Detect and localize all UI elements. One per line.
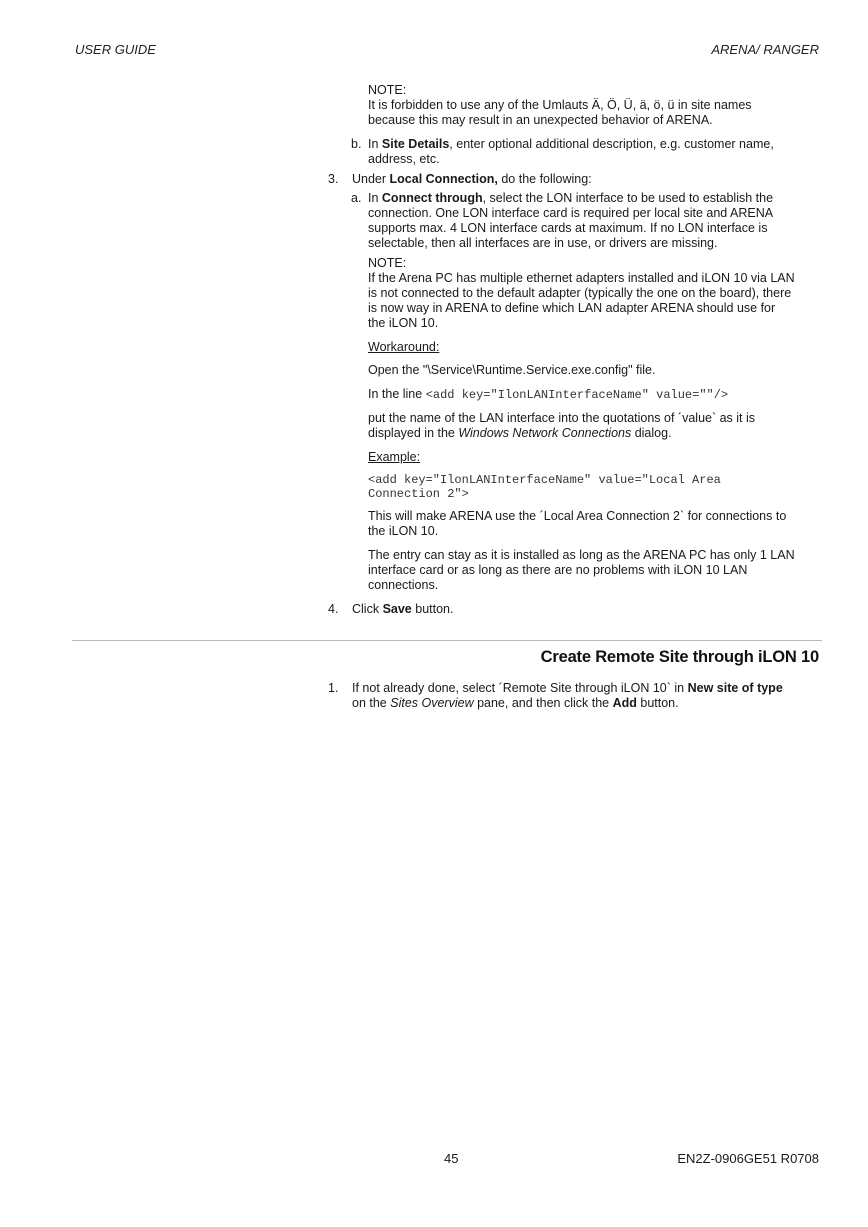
header-left: USER GUIDE bbox=[75, 42, 156, 57]
text: Click bbox=[352, 602, 383, 616]
workaround-put-text bbox=[368, 411, 820, 441]
step-marker: b. bbox=[351, 137, 362, 151]
text: , enter optional additional description, e.g. customer name, bbox=[449, 137, 774, 151]
step-site-details bbox=[368, 137, 820, 167]
text-line: connection. One LON interface card is required per local site and ARENA bbox=[368, 206, 774, 220]
code-snippet: <add key="IlonLANInterfaceName" value=""/> bbox=[425, 388, 729, 402]
workaround-in-line bbox=[368, 387, 820, 403]
step-number: 1. bbox=[328, 681, 339, 695]
text-line: the iLON 10. bbox=[368, 524, 439, 538]
text-line: put the name of the LAN interface into the quotations of ´value` as it is bbox=[368, 411, 756, 425]
page-number: 45 bbox=[444, 1151, 459, 1166]
text: pane, and then click the bbox=[473, 696, 613, 710]
text-line: connections. bbox=[368, 578, 439, 592]
step-local-connection bbox=[352, 172, 820, 187]
text: do the following: bbox=[497, 172, 592, 186]
text: In bbox=[368, 137, 382, 151]
step-connect-through bbox=[368, 191, 820, 251]
text-line: supports max. 4 LON interface cards at maximum. If no LON interface is bbox=[368, 221, 768, 235]
step-select-remote-site bbox=[352, 681, 820, 711]
text-line: address, etc. bbox=[368, 152, 440, 166]
text: button. bbox=[636, 696, 679, 710]
example-code bbox=[368, 473, 820, 501]
note-label: NOTE: bbox=[368, 83, 407, 97]
header-right: ARENA/ RANGER bbox=[711, 42, 819, 57]
code-line: Connection 2"> bbox=[368, 487, 469, 501]
example-result-text bbox=[368, 509, 820, 539]
section-divider bbox=[72, 640, 822, 641]
note-text-line: is now way in ARENA to define which LAN adapter ARENA should use for bbox=[368, 301, 776, 315]
bold-term: New site of type bbox=[687, 681, 783, 695]
bold-term: Site Details bbox=[381, 137, 450, 151]
italic-term: Windows Network Connections bbox=[458, 426, 632, 440]
workaround-open-line: Open the "\Service\Runtime.Service.exe.config" file. bbox=[368, 363, 656, 377]
bold-term: Local Connection, bbox=[389, 172, 498, 186]
text: Under bbox=[352, 172, 390, 186]
example-heading: Example: bbox=[368, 450, 421, 464]
note-text-line: the iLON 10. bbox=[368, 316, 439, 330]
bold-term: Add bbox=[612, 696, 637, 710]
note-text-line: because this may result in an unexpected behavior of ARENA. bbox=[368, 113, 713, 127]
text: on the bbox=[352, 696, 391, 710]
note-label: NOTE: bbox=[368, 256, 407, 270]
text: In the line bbox=[368, 387, 426, 401]
note-umlauts bbox=[368, 83, 820, 128]
italic-term: Sites Overview bbox=[390, 696, 474, 710]
step-number: 4. bbox=[328, 602, 339, 616]
text: If not already done, select ´Remote Site through iLON 10` in bbox=[352, 681, 688, 695]
note-text-line: It is forbidden to use any of the Umlauts Ä, Ö, Ü, ä, ö, ü in site names bbox=[368, 98, 752, 112]
section-title: Create Remote Site through iLON 10 bbox=[540, 648, 819, 666]
note-ethernet bbox=[368, 256, 820, 331]
document-code: EN2Z-0906GE51 R0708 bbox=[677, 1151, 819, 1166]
step-click-save bbox=[352, 602, 820, 617]
text-line: The entry can stay as it is installed as long as the ARENA PC has only 1 LAN bbox=[368, 548, 795, 562]
text: button. bbox=[411, 602, 454, 616]
text: displayed in the bbox=[368, 426, 459, 440]
text-line: interface card or as long as there are no problems with iLON 10 LAN bbox=[368, 563, 748, 577]
text-line: This will make ARENA use the ´Local Area Connection 2` for connections to bbox=[368, 509, 787, 523]
note-text-line: is not connected to the default adapter (typically the one on the board), there bbox=[368, 286, 792, 300]
bold-term: Save bbox=[382, 602, 412, 616]
code-line: <add key="IlonLANInterfaceName" value="Local Area bbox=[368, 473, 721, 487]
text: In bbox=[368, 191, 382, 205]
step-marker: a. bbox=[351, 191, 362, 205]
text: , select the LON interface to be used to establish the bbox=[482, 191, 774, 205]
step-number: 3. bbox=[328, 172, 339, 186]
note-text-line: If the Arena PC has multiple ethernet adapters installed and iLON 10 via LAN bbox=[368, 271, 795, 285]
text-line: selectable, then all interfaces are in use, or drivers are missing. bbox=[368, 236, 718, 250]
example-entry-text bbox=[368, 548, 820, 593]
text: dialog. bbox=[631, 426, 672, 440]
bold-term: Connect through bbox=[381, 191, 483, 205]
workaround-heading: Workaround: bbox=[368, 340, 440, 354]
